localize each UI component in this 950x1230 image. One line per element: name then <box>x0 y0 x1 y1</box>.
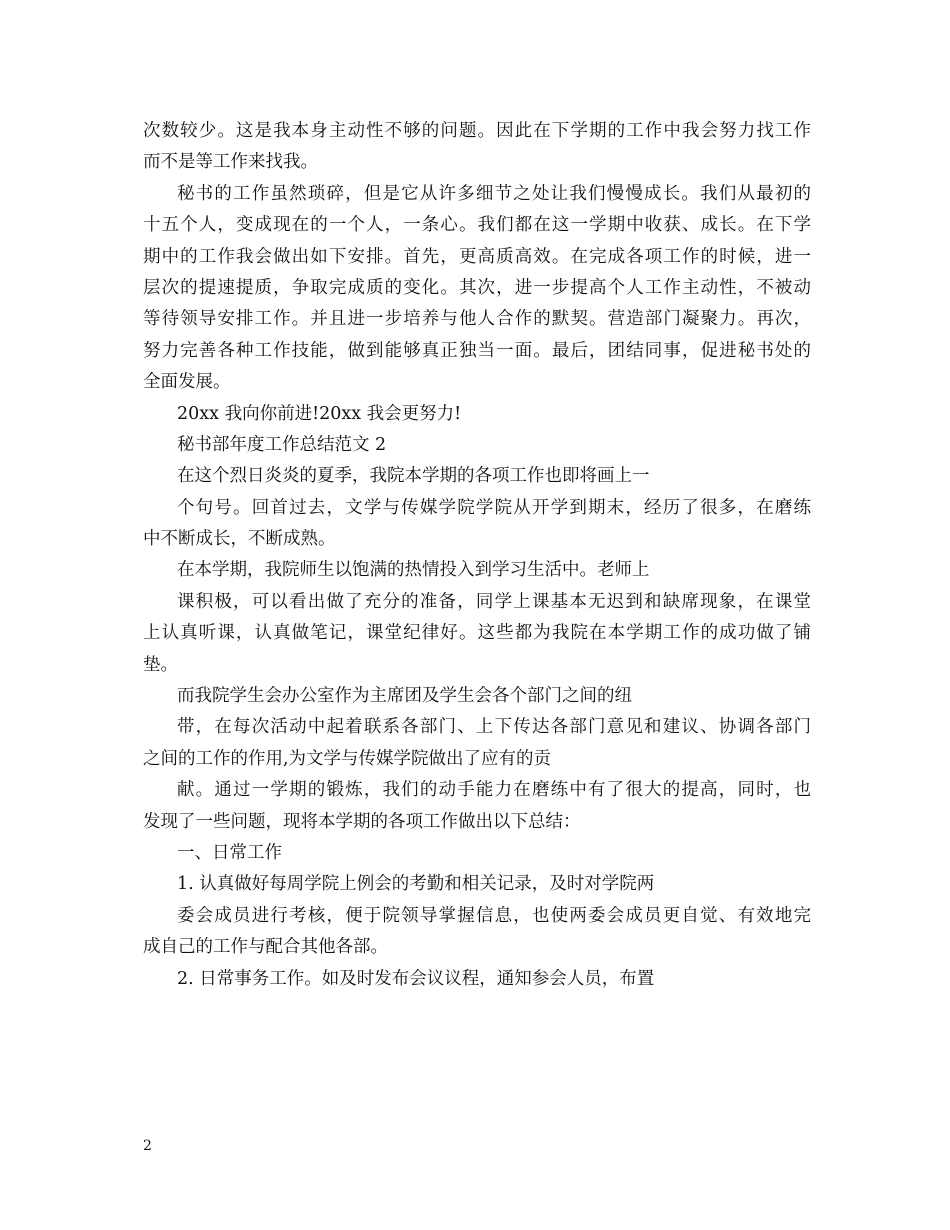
text-line: 期中的工作我会做出如下安排。首先，更高质高效。在完成各项工作的时候，进一 <box>143 246 811 267</box>
text-line: 在本学期，我院师生以饱满的热情投入到学习生活中。老师上 <box>177 560 650 581</box>
text-line: 全面发展。 <box>143 372 231 393</box>
text-line: 而不是等工作来找我。 <box>143 152 318 173</box>
text-line: 献。通过一学期的锻炼，我们的动手能力在磨练中有了很大的提高，同时，也 <box>177 780 811 801</box>
section-heading: 一、日常工作 <box>177 842 282 863</box>
text-line: 委会成员进行考核，便于院领导掌握信息，也使两委会成员更自觉、有效地完 <box>177 905 811 926</box>
document-body <box>143 116 811 995</box>
text-line: 十五个人，变成现在的一个人，一条心。我们都在这一学期中收获、成长。在下学 <box>143 215 811 236</box>
text-line: 2. 日常事务工作。如及时发布会议议程，通知参会人员，布置 <box>177 968 655 989</box>
section-title: 秘书部年度工作总结范文 2 <box>177 434 387 455</box>
text-line: 成自己的工作与配合其他各部。 <box>143 937 388 958</box>
text-line: 上认真听课，认真做笔记，课堂纪律好。这些都为我院在本学期工作的成功做了铺 <box>143 623 811 644</box>
text-line: 课积极，可以看出做了充分的准备，同学上课基本无迟到和缺席现象，在课堂 <box>177 591 811 612</box>
text-line: 发现了一些问题，现将本学期的各项工作做出以下总结： <box>143 811 581 832</box>
text-line: 带，在每次活动中起着联系各部门、上下传达各部门意见和建议、协调各部门 <box>177 717 811 738</box>
text-line: 等待领导安排工作。并且进一步培养与他人合作的默契。营造部门凝聚力。再次， <box>143 309 811 330</box>
text-line: 在这个烈日炎炎的夏季，我院本学期的各项工作也即将画上一 <box>177 466 650 487</box>
text-line: 而我院学生会办公室作为主席团及学生会各个部门之间的纽 <box>177 686 632 707</box>
text-line: 1. 认真做好每周学院上例会的考勤和相关记录，及时对学院两 <box>177 874 655 895</box>
text-line: 个句号。回首过去，文学与传媒学院学院从开学到期末，经历了很多，在磨练 <box>177 497 811 518</box>
text-line: 次数较少。这是我本身主动性不够的问题。因此在下学期的工作中我会努力找工作 <box>143 121 811 141</box>
text-line: 20xx 我向你前进!20xx 我会更努力! <box>177 403 462 424</box>
page-number: 2 <box>143 1138 152 1154</box>
text-line: 中不断成长，不断成熟。 <box>143 529 336 550</box>
text-line: 层次的提速提质，争取完成质的变化。其次，进一步提高个人工作主动性，不被动 <box>143 277 811 298</box>
text-line: 秘书的工作虽然琐碎，但是它从许多细节之处让我们慢慢成长。我们从最初的 <box>177 183 811 204</box>
text-line: 之间的工作的作用,为文学与传媒学院做出了应有的贡 <box>143 748 552 769</box>
text-line: 垫。 <box>143 654 178 675</box>
text-line: 努力完善各种工作技能，做到能够真正独当一面。最后，团结同事，促进秘书处的 <box>143 340 811 361</box>
